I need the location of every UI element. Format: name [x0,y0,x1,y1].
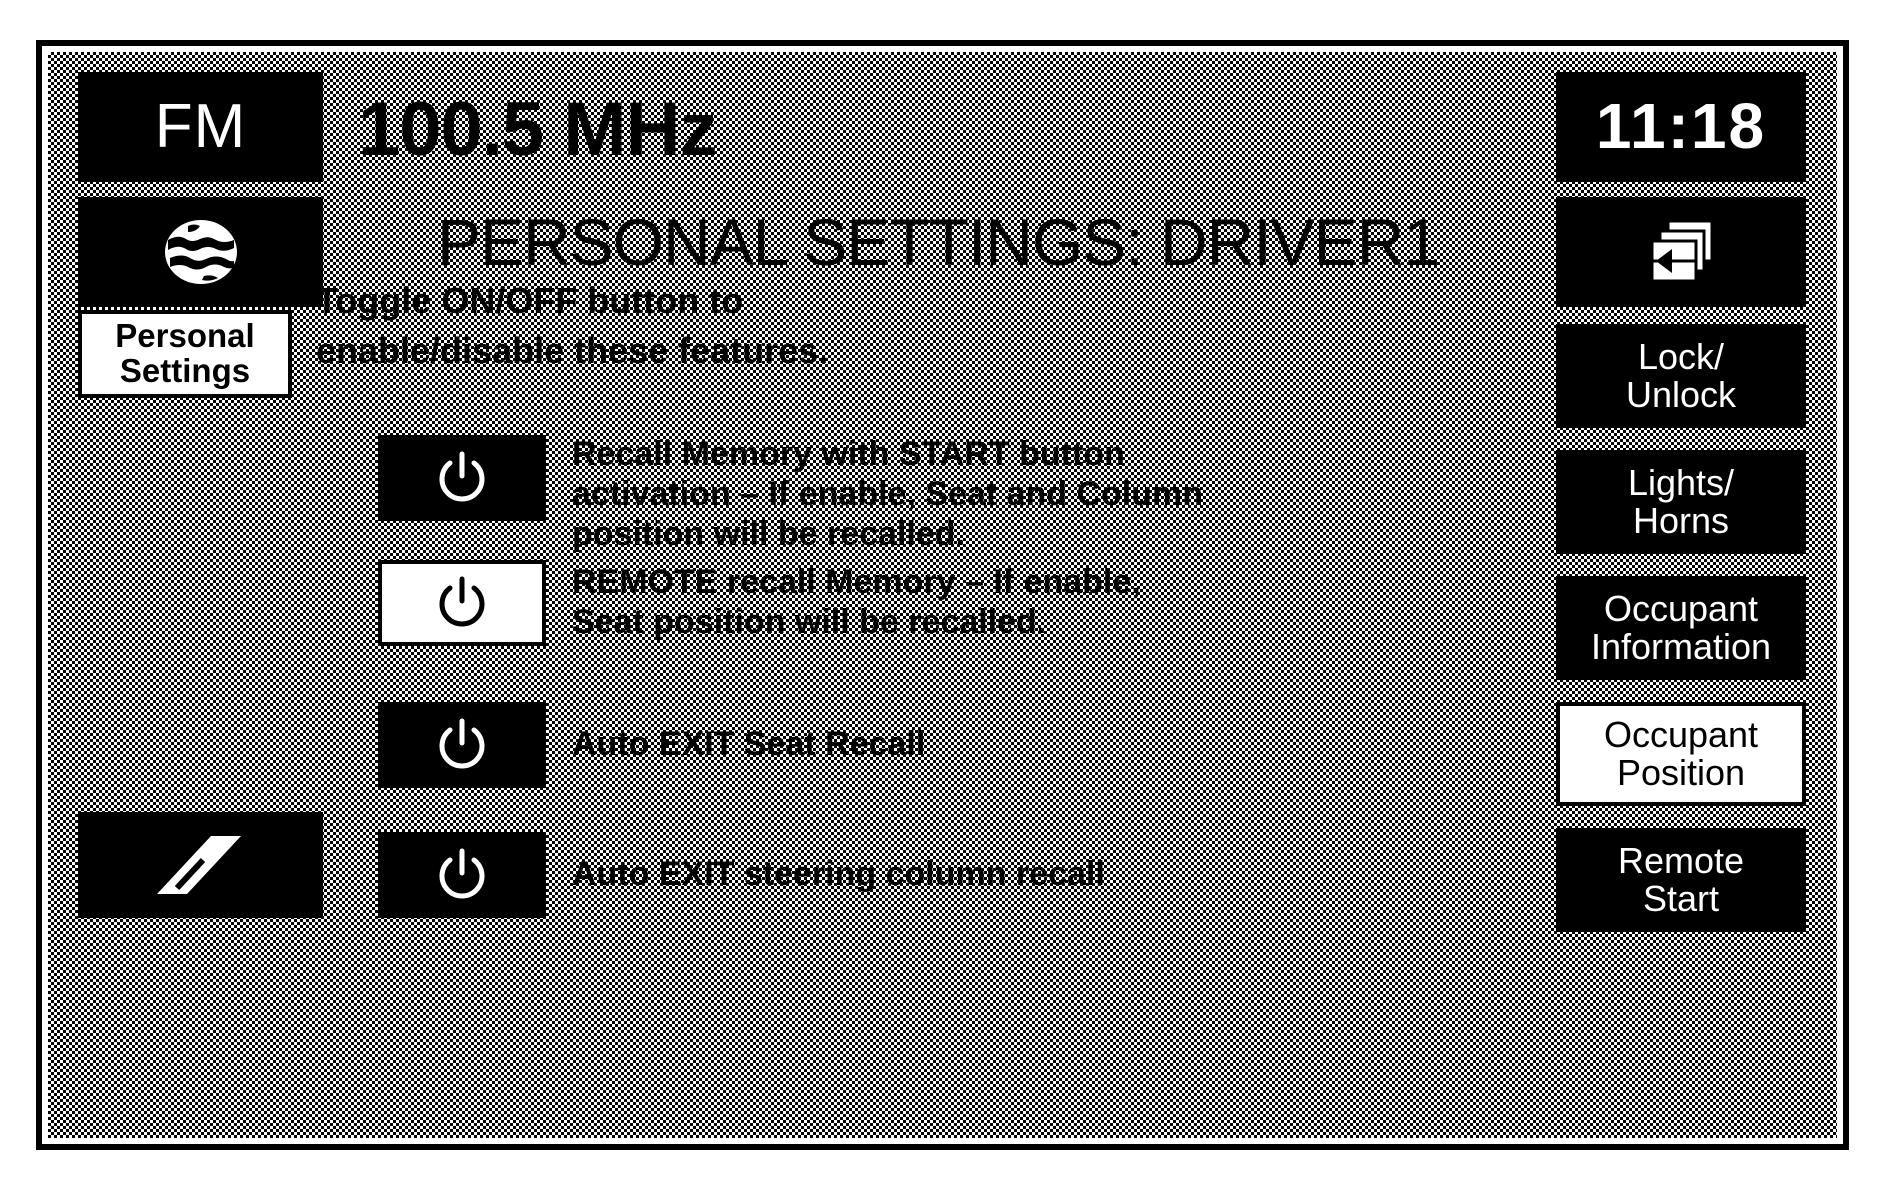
pages-icon [1642,213,1720,291]
slash-media-icon [141,830,261,900]
occupant-information-label-line2: Information [1590,626,1772,667]
row1-line1: Recall Memory with START button [572,435,1125,473]
radio-band-label: FM [154,92,247,162]
remote-start-label-line2: Start [1642,878,1720,919]
instruction-line-2: enable/disable these features. [316,330,829,371]
toggle-remote-recall-memory-label [572,562,1522,642]
globe-button[interactable] [78,197,323,307]
power-icon [434,847,490,903]
toggle-auto-exit-steering-column-recall-label [572,854,1522,894]
radio-band-tile[interactable] [78,72,323,182]
sidebar-item-occupant-position[interactable] [1556,702,1806,806]
lights-horns-label-line2: Horns [1632,500,1729,541]
sidebar-item-remote-start[interactable] [1556,828,1806,932]
row1-line2: activation – If enable, Seat and Column [572,475,1204,514]
globe-icon [158,212,244,292]
sidebar-item-lock-unlock[interactable] [1556,324,1806,428]
power-icon [434,575,490,631]
remote-start-label-line1: Remote [1617,840,1745,882]
row2-line1: REMOTE recall Memory – If enable, [572,563,1141,601]
toggle-remote-recall-memory[interactable] [378,560,546,646]
occupant-position-label-line2: Position [1616,752,1746,793]
instruction-line-1: Toggle ON/OFF button to [316,280,744,321]
clock-tile[interactable] [1556,72,1806,182]
sidebar-item-lights-horns[interactable] [1556,450,1806,554]
row2-line2: Seat position will be recalled. [572,603,1047,642]
toggle-recall-memory-start[interactable] [378,435,546,521]
sidebar-item-occupant-information[interactable] [1556,576,1806,680]
toggle-auto-exit-steering-column-recall[interactable] [378,832,546,918]
row4-line1: Auto EXIT steering column recall [572,855,1105,893]
power-icon [434,450,490,506]
power-icon [434,717,490,773]
toggle-recall-memory-start-label [572,434,1522,554]
media-button[interactable] [78,812,323,918]
pages-button[interactable] [1556,197,1806,307]
personal-settings-label-line2: Settings [119,352,251,389]
radio-frequency-label: 100.5 MHz [358,87,717,172]
toggle-auto-exit-seat-recall[interactable] [378,702,546,788]
toggle-auto-exit-seat-recall-label [572,724,1522,764]
row1-line3: position will be recalled. [572,515,965,554]
lock-unlock-label-line1: Lock/ [1637,336,1725,378]
screen-content [48,52,1837,1138]
occupant-information-label-line1: Occupant [1603,588,1759,630]
occupant-position-label-line1: Occupant [1603,714,1759,756]
sidebar-item-personal-settings[interactable] [78,310,292,398]
clock-label: 11:18 [1595,90,1767,163]
personal-settings-label-line1: Personal [115,317,255,355]
row3-line1: Auto EXIT Seat Recall [572,725,926,763]
page-title: PERSONAL SETTINGS: DRIVER1 [436,205,1440,279]
lock-unlock-label-line2: Unlock [1625,374,1737,415]
lights-horns-label-line1: Lights/ [1627,462,1735,504]
